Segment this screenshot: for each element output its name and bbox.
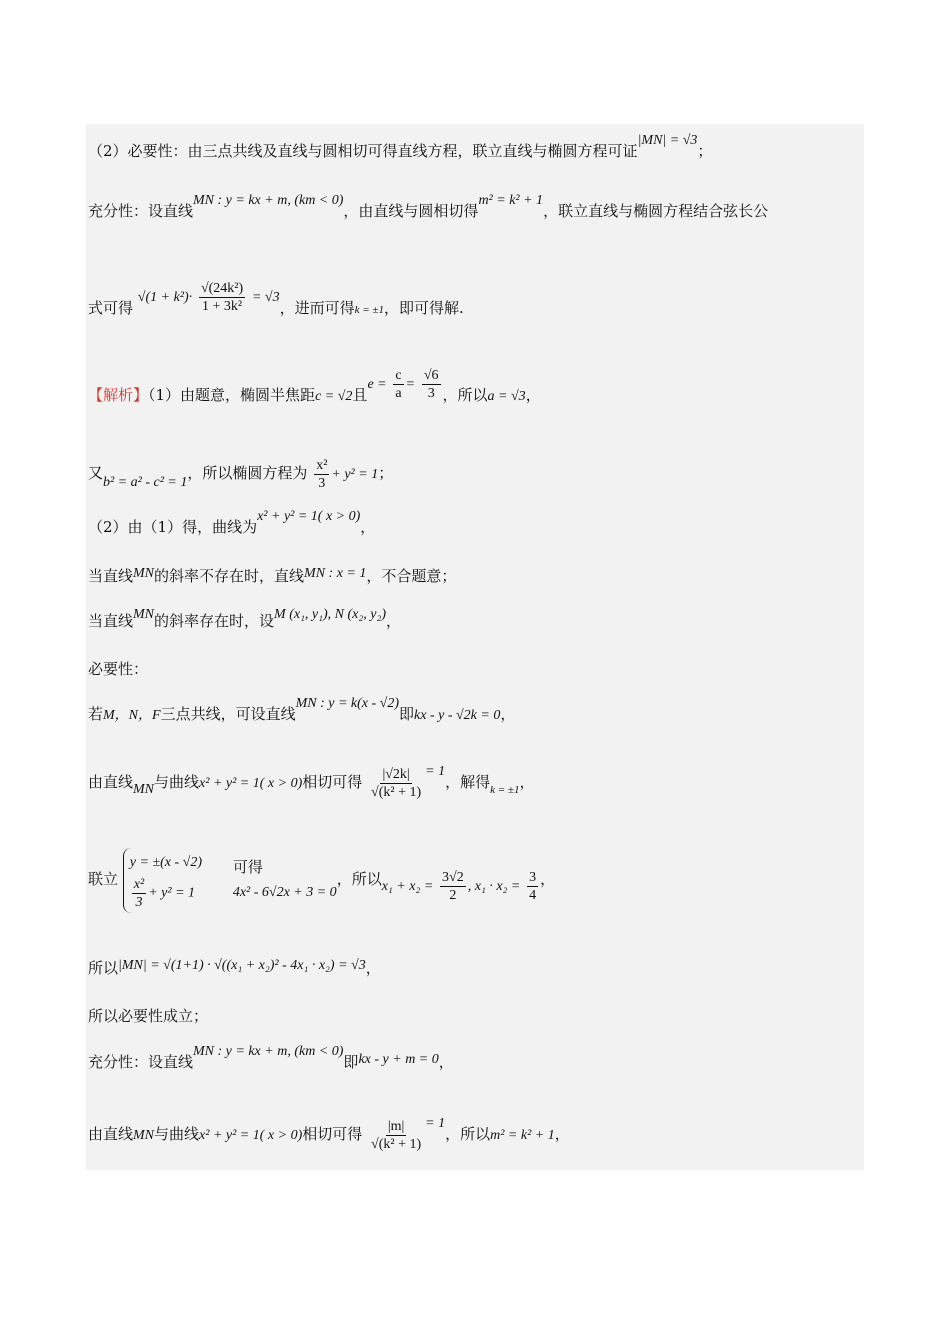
math-line-through-f: MN : y = k(x - √2): [295, 696, 400, 711]
math-c-value: c = √2: [315, 389, 353, 404]
necessity-heading: 必要性：: [88, 660, 149, 678]
solution-tag: 【解析】: [88, 386, 149, 404]
slope-defined-line: 当直线MN的斜率存在时，设M (x₁, y₁), N (x₂, y₂)，: [88, 607, 402, 630]
math-m-squared: m² = k² + 1: [490, 1128, 555, 1143]
math-e-value: $\frac{√6}{3}$: [423, 367, 439, 401]
collinear-line: 若M，N，F三点共线，可设直线MN : y = k(x - √2)即kx - y - √2k = 0，: [88, 696, 516, 723]
analysis-necessity-line: （2）必要性：由三点共线及直线与圆相切可得直线方程，联立直线与椭圆方程可证|MN| = √3；: [88, 133, 713, 160]
math-quadratic: 4x² - 6√2x + 3 = 0: [232, 885, 337, 900]
analysis-chord-line: 式可得 √(1 + k²)· $\frac{\text{√(24k²)}}{\text{1 + 3k²}}$ = √3，进而可得k = ±1，即可得解.: [88, 280, 464, 317]
math-mn-length: |MN| = √3: [637, 133, 698, 148]
math-line-general: kx - y - √2k = 0: [414, 708, 501, 723]
math-x2-over-3: $\frac{\text{x²}}{3}$: [316, 457, 328, 491]
math-chord-fraction: $\frac{\text{√(24k²)}}{\text{1 + 3k²}}$: [200, 280, 244, 314]
math-x2-over-3: $\frac{\text{x²}}{3}$: [133, 876, 145, 910]
math-chord-length: |MN| = √(1+1) · √((x₁ + x₂)² - 4x₁ · x₂) = √3: [118, 958, 366, 973]
slope-undefined-line: 当直线MN的斜率不存在时，直线MN : x = 1，不合题意；: [88, 566, 457, 585]
chord-length-line: 所以|MN| = √(1+1) · √((x₁ + x₂)² - 4x₁ · x₂) = √3，: [88, 958, 381, 977]
math-points-mn: M (x₁, y₁), N (x₂, y₂): [274, 607, 387, 622]
math-k-value: k = ±1: [490, 784, 520, 796]
math-e-fraction: $\frac{c}{a}$: [395, 367, 402, 401]
math-distance-fraction: $\frac{|m|}{\text{√(k² + 1)}}$: [371, 1118, 422, 1152]
math-b-squared: b² = a² - c² = 1: [103, 475, 188, 490]
math-m-squared: m² = k² + 1: [478, 193, 544, 208]
curve-line: （2）由（1）得，曲线为x² + y² = 1( x > 0)，: [88, 509, 376, 536]
system-line: 联立 y = ±(x - √2) $\frac{\text{x²}}{3}$ + y² = 1 可得 4x² - 6√2x + 3 = 0 ，所以x₁ + x₂ = $\frac{3√2}{2}$ , x₁ · x₂ = $\frac{3}{4}$ ，: [88, 834, 555, 926]
tangent-condition-line: 由直线MN与曲线x² + y² = 1( x > 0)相切可得 $\frac{|√2k|}{\text{√(k² + 1)}}$ = 1，解得$_{k = \pm 1}$，: [88, 764, 535, 800]
necessity-conclusion: 所以必要性成立；: [88, 1007, 209, 1025]
math-line-mn: MN : y = kx + m, (km < 0): [193, 1044, 344, 1059]
math-k-value: k = ±1: [354, 304, 384, 316]
math-curve: x² + y² = 1( x > 0): [199, 776, 303, 791]
equation-system: y = ±(x - √2) $\frac{\text{x²}}{3}$ + y² = 1: [123, 848, 208, 913]
math-product-fraction: $\frac{3}{4}$: [529, 869, 537, 903]
math-a-value: a = √3: [487, 389, 526, 404]
math-vertical-line: MN : x = 1: [304, 566, 367, 581]
math-line-mn: MN : y = kx + m, (km < 0): [193, 193, 344, 208]
analysis-sufficiency-line: 充分性：设直线MN : y = kx + m, (km < 0)，由直线与圆相切得m² = k² + 1，联立直线与椭圆方程结合弦长公: [88, 193, 769, 220]
math-sum-fraction: $\frac{3√2}{2}$: [442, 869, 464, 903]
math-product-roots: , x₁ · x₂ =: [467, 879, 521, 894]
ellipse-equation-line: 又b² = a² - c² = 1，所以椭圆方程为 $\frac{\text{x²}}{3}$ + y² = 1；: [88, 457, 394, 491]
math-distance-fraction: $\frac{|√2k|}{\text{√(k² + 1)}}$: [371, 766, 422, 800]
sufficiency-line: 充分性：设直线MN : y = kx + m, (km < 0)即kx - y + m = 0，: [88, 1044, 454, 1071]
math-sqrt-factor: √(1 + k²): [137, 290, 189, 305]
math-sum-roots: x₁ + x₂ =: [381, 879, 434, 894]
math-line-general: kx - y + m = 0: [358, 1052, 439, 1067]
math-curve: x² + y² = 1( x > 0): [199, 1128, 303, 1143]
solution-part1-line: 【解析】（1）由题意，椭圆半焦距c = √2且e = $\frac{c}{a}$ = $\frac{√6}{3}$ ，所以a = √3，: [88, 367, 541, 404]
math-curve: x² + y² = 1( x > 0): [257, 509, 361, 524]
sufficiency-tangent-line: 由直线MN与曲线x² + y² = 1( x > 0)相切可得 $\frac{|m|}{\text{√(k² + 1)}}$ = 1，所以m² = k² + 1，: [88, 1116, 570, 1152]
